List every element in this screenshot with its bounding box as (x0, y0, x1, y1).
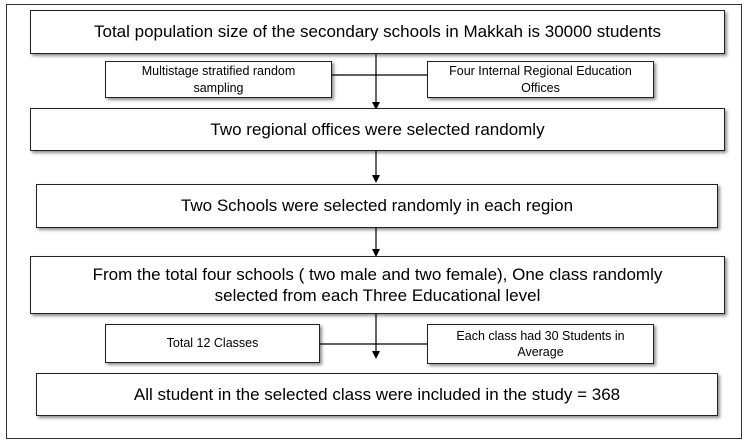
schools-selected-box: Two Schools were selected randomly in each region (36, 184, 718, 228)
sampling-method-box: Multistage stratified random sampling (105, 61, 332, 98)
class-size-box: Each class had 30 Students in Average (427, 324, 654, 364)
regional-offices-box: Four Internal Regional Education Offices (427, 61, 654, 98)
classes-selected-box: From the total four schools ( two male and two female), One class randomly selected from each Three Educational level (30, 256, 725, 314)
regions-selected-box: Two regional offices were selected randomly (30, 108, 725, 151)
population-box: Total population size of the secondary schools in Makkah is 30000 students (30, 10, 725, 54)
total-classes-box: Total 12 Classes (105, 324, 320, 363)
final-sample-box: All student in the selected class were included in the study = 368 (36, 373, 718, 416)
